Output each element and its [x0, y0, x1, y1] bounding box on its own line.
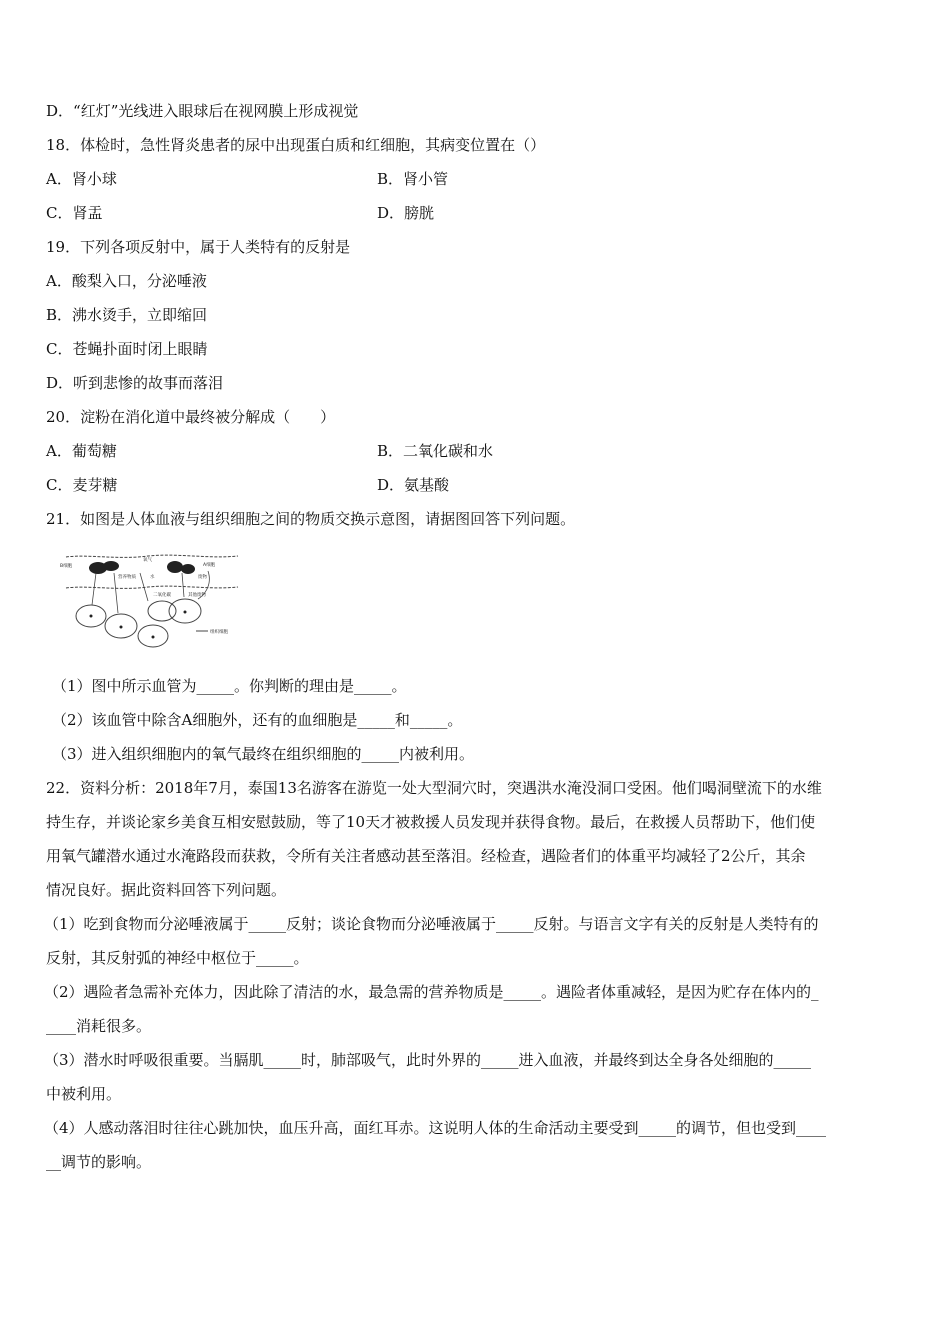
q18-option-b: B．肾小管 [377, 170, 449, 188]
q22-part-1-line-2: 反射，其反射弧的神经中枢位于_____。 [46, 949, 309, 967]
q20-option-b: B．二氧化碳和水 [377, 442, 494, 460]
q22-passage-line-4: 情况良好。据此资料回答下列问题。 [46, 881, 287, 899]
q19-option-a: A．酸梨入口，分泌唾液 [46, 272, 207, 290]
q22-part-2-line-2: ____消耗很多。 [46, 1017, 152, 1035]
q19-option-b: B．沸水烫手，立即缩回 [46, 306, 208, 324]
label-a-cell: A细胞 [203, 563, 216, 568]
label-other-waste: 其他废物 [188, 593, 206, 598]
q22-part-4-line-2: __调节的影响。 [46, 1153, 152, 1171]
label-b-cell: B细胞 [60, 564, 73, 569]
q22-passage-line-2: 持生存，并谈论家乡美食互相安慰鼓励，等了10天才被救援人员发现并获得食物。最后，在救援人员帮助下，他们使 [46, 813, 816, 831]
q21-stem: 21．如图是人体血液与组织细胞之间的物质交换示意图，请据图回答下列问题。 [46, 510, 576, 528]
label-waste: 废物 [198, 575, 207, 580]
q18-option-a: A．肾小球 [46, 170, 117, 188]
q18-stem: 18．体检时，急性肾炎患者的尿中出现蛋白质和红细胞，其病变位置在（） [46, 136, 546, 154]
q22-part-1-line-1: （1）吃到食物而分泌唾液属于_____反射；谈论食物而分泌唾液属于_____反射。与语言文字有关的反射是人类特有的 [44, 915, 819, 933]
q20-option-c: C．麦芽糖 [46, 476, 118, 494]
label-tissue-cell: 组织细胞 [210, 630, 228, 635]
q22-part-3-line-2: 中被利用。 [46, 1085, 122, 1103]
q19-stem: 19．下列各项反射中，属于人类特有的反射是 [46, 238, 351, 256]
label-oxygen: 氧气 [143, 558, 152, 563]
q17-option-d: D．“红灯”光线进入眼球后在视网膜上形成视觉 [46, 102, 359, 120]
q21-part-1: （1）图中所示血管为_____。你判断的理由是_____。 [52, 677, 407, 695]
label-co2: 二氧化碳 [153, 593, 171, 598]
blood-tissue-exchange-diagram [58, 551, 244, 651]
q22-passage-line-1: 22．资料分析：2018年7月，泰国13名游客在游览一处大型洞穴时，突遇洪水淹没洞口受困。他们喝洞壁流下的水维 [46, 779, 822, 797]
q22-part-2-line-1: （2）遇险者急需补充体力，因此除了清洁的水，最急需的营养物质是_____。遇险者体重减轻，是因为贮存在体内的_ [44, 983, 819, 1001]
label-nutrients: 营养物质 [118, 575, 136, 580]
q22-passage-line-3: 用氧气罐潜水通过水淹路段而获救，令所有关注者感动甚至落泪。经检查，遇险者们的体重平均减轻了2公斤，其余 [46, 847, 806, 865]
q18-option-d: D．膀胱 [377, 204, 435, 222]
q19-option-d: D．听到悲惨的故事而落泪 [46, 374, 224, 392]
label-water: 水 [150, 575, 155, 580]
q18-option-c: C．肾盂 [46, 204, 103, 222]
q20-option-d: D．氨基酸 [377, 476, 450, 494]
q19-option-c: C．苍蝇扑面时闭上眼睛 [46, 340, 208, 358]
q21-part-2: （2）该血管中除含A细胞外，还有的血细胞是_____和_____。 [52, 711, 463, 729]
q22-part-3-line-1: （3）潜水时呼吸很重要。当膈肌_____时，肺部吸气，此时外界的_____进入血液，并最终到达全身各处细胞的_____ [44, 1051, 812, 1069]
q22-part-4-line-1: （4）人感动落泪时往往心跳加快，血压升高，面红耳赤。这说明人体的生命活动主要受到_____的调节，但也受到____ [44, 1119, 827, 1137]
q20-option-a: A．葡萄糖 [46, 442, 117, 460]
q21-part-3: （3）进入组织细胞内的氧气最终在组织细胞的_____内被利用。 [52, 745, 475, 763]
q20-stem: 20．淀粉在消化道中最终被分解成（ ） [46, 408, 336, 426]
